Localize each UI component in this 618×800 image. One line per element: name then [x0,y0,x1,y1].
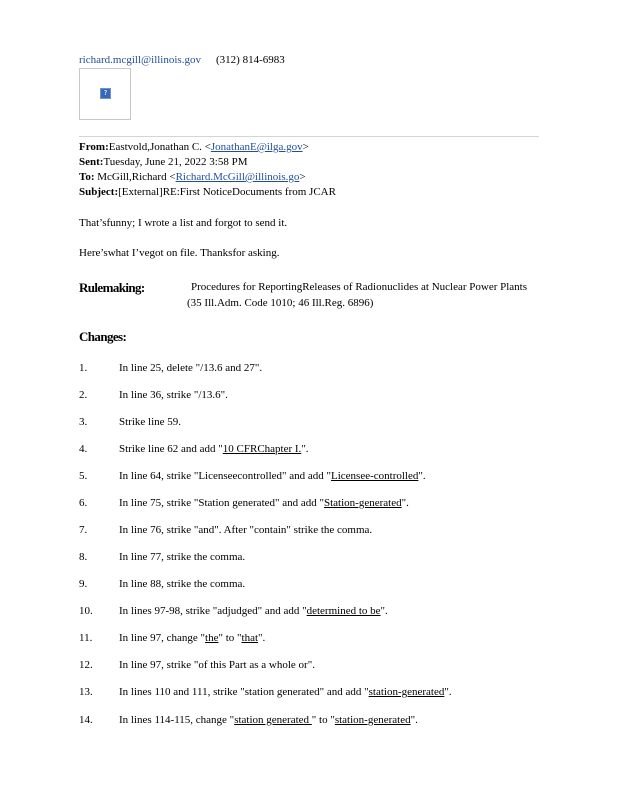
inserted-text: Licensee-controlled [331,470,419,482]
change-text: In line 77, strike the comma. [119,551,246,563]
change-number: 9. [79,578,88,590]
change-number: 3. [79,416,88,428]
to-line [79,171,306,183]
body-line-1: That’sfunny; I wrote a list and forgot to send it. [79,217,288,229]
change-number: 5. [79,470,88,482]
broken-image-icon: ? [100,88,111,99]
change-text: In line 75, strike "Station generated" and add "Station-generated". [119,497,409,509]
change-text: In line 64, strike "Licenseecontrolled" and add "Licensee-controlled". [119,470,426,482]
change-text: In line 97, strike "of this Part as a whole or". [119,659,315,671]
change-text: In lines 110 and 111, strike "station generated" and add "station-generated". [119,686,452,698]
from-name: Eastvold,Jonathan C. < [108,141,211,153]
change-text: In line 76, strike "and". After "contain" strike the comma. [119,524,373,536]
change-text: In lines 114-115, change "station generated " to "station-generated". [119,714,418,726]
change-number: 12. [79,659,93,671]
subject-label: Subject: [79,186,119,198]
change-text: In line 88, strike the comma. [119,578,246,590]
sent-label: Sent: [79,156,104,168]
to-email-link[interactable]: Richard.McGill@illinois.go [175,171,300,183]
change-text: Strike line 62 and add "10 CFRChapter I.". [119,443,309,455]
inserted-text: that [241,632,259,644]
change-number: 11. [79,632,93,644]
from-close: > [302,141,309,153]
subject-line [79,186,336,198]
inserted-text: station-generated [368,686,445,698]
change-number: 8. [79,551,88,563]
signature-image-placeholder [79,68,131,120]
change-number: 10. [79,605,93,617]
change-number: 2. [79,389,88,401]
sent-line [79,156,247,168]
change-number: 13. [79,686,93,698]
change-number: 4. [79,443,88,455]
change-number: 6. [79,497,88,509]
change-text: In line 97, change "the" to "that". [119,632,266,644]
to-label: To: [79,171,95,183]
inserted-text: the [205,632,219,644]
rulemaking-citation: (35 Ill.Adm. Code 1010; 46 Ill.Reg. 6896) [187,297,374,309]
change-text: In line 25, delete "/13.6 and 27". [119,362,263,374]
change-number: 7. [79,524,88,536]
header-divider [79,136,539,137]
subject-value: [External]RE:First NoticeDocuments from JCAR [118,186,336,198]
inserted-text: 10 CFRChapter I. [222,443,302,455]
rulemaking-title: Procedures for ReportingReleases of Radionuclides at Nuclear Power Plants [191,281,528,293]
from-label: From: [79,141,109,153]
change-text: In line 36, strike "/13.6". [119,389,228,401]
from-email-link[interactable]: JonathanE@ilga.gov [210,141,303,153]
changes-label: Changes: [79,329,127,344]
inserted-text: station generated [234,714,312,726]
inserted-text: station-generated [334,714,411,726]
rulemaking-label: Rulemaking: [79,280,145,295]
body-line-2: Here’swhat I’vegot on file. Thanksfor asking. [79,247,280,259]
change-text: In lines 97-98, strike "adjudged" and add "determined to be". [119,605,388,617]
change-number: 1. [79,362,88,374]
sent-value: Tuesday, June 21, 2022 3:58 PM [103,156,248,168]
change-number: 14. [79,714,93,726]
inserted-text: determined to be [306,605,381,617]
change-text: Strike line 59. [119,416,182,428]
to-close: > [299,171,306,183]
from-line [79,141,309,153]
to-name: McGill,Richard < [94,171,176,183]
signature-email-link[interactable]: richard.mcgill@illinois.gov [79,54,201,66]
inserted-text: Station-generated [324,497,402,509]
signature-phone: (312) 814-6983 [216,54,285,66]
